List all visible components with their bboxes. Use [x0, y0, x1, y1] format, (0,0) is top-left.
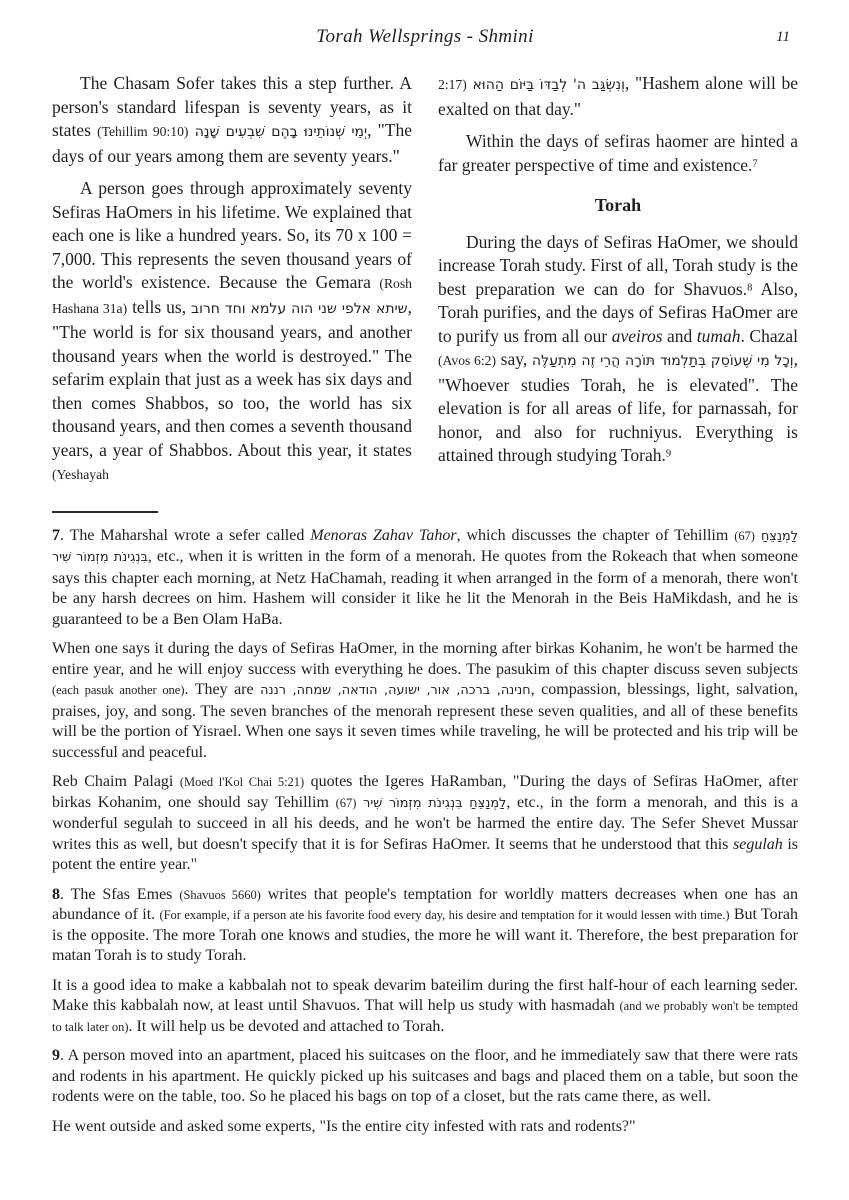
footnote-7-para-2	[52, 639, 798, 763]
paragraph-chasam-sofer	[52, 72, 412, 168]
text-segment-ref: (Yeshayah	[52, 467, 109, 482]
text-segment-normal: is potent the entire year."	[52, 835, 799, 873]
text-segment-normal: When one says it during the days of Sefiras HaOmer, in the morning after birkas Kohanim, he won't be harmed the entire year, and he will enjoy success with everything he does. The pasukim of this chapter discuss seven subjects	[52, 640, 798, 678]
text-segment-normal: , compassion, blessings, light, salvation, praises, joy, and song. The seven branches of the menorah represent these seven qualities, and all of these benefits will be the portion of Yisrael. When one says it seven times while traveling, he will be protected and his trip will be successful and peaceful.	[52, 681, 798, 761]
text-segment-hebrew: לַמְנַצֵּחַ בִּנְגִינֹת מִזְמוֹר שִׁיר	[356, 795, 507, 811]
footnotes-section	[52, 526, 798, 1138]
text-segment-normal: But Torah is the opposite. The more Torah one knows and studies, the more he will want it. Therefore, the best preparation for matan Torah is to study Torah.	[52, 906, 799, 964]
text-segment-sup: 9	[665, 448, 672, 460]
section-heading-torah: Torah	[594, 195, 642, 215]
paragraph-torah-study	[438, 231, 798, 468]
text-segment-normal: tells us,	[127, 296, 191, 317]
text-segment-sup: 7	[752, 157, 758, 169]
paragraph-continuation	[438, 72, 798, 121]
text-segment-ref: (For example, if a person ate his favorite food every day, his desire and temptation for it would lessen with time.)	[159, 908, 730, 922]
text-segment-normal: , "Whoever studies Torah, he is elevated". The elevation is for all areas of life, for parnassah, for honor, and also for ruchniyus. Everything is attained through studying Torah.	[438, 349, 798, 465]
text-segment-ref: (Tehillim 90:10)	[97, 124, 189, 139]
text-segment-normal: A person goes through approximately seventy Sefiras HaOmers in his lifetime. We explained that each one is like a hundred years. So, its 70 x 100 = 7,000. This represents the seven thousand years of the world's existence. Because the Gemara	[52, 178, 412, 292]
text-segment-normal: , "Hashem alone will be exalted on that day."	[438, 73, 799, 119]
right-column	[438, 72, 798, 496]
footnote-9-para-2	[52, 1117, 798, 1138]
text-segment-ref: (67)	[734, 528, 755, 543]
text-segment-normal: . The Maharshal wrote a sefer called	[60, 526, 311, 544]
text-segment-bold: 8	[52, 885, 60, 903]
text-segment-normal: , etc., in the form a menorah, and this is a wonderful segulah to succeed in all his deeds, and he won't be harmed the entire day. The Sefer Shevet Mussar writes this as well, but doesn't specify that it is for Sefiras HaOmer. It seems that he understood that this	[52, 793, 798, 853]
footnote-8-para-1	[52, 885, 798, 967]
body-columns	[52, 72, 798, 496]
footnote-8-para-2	[52, 976, 798, 1038]
text-segment-hebrew: לַמְנַצֵּחַ בִּנְגִינֹת מִזְמוֹר שִׁיר	[52, 528, 798, 565]
text-segment-bold: 9	[52, 1047, 60, 1064]
text-segment-ref: 2:17)	[438, 77, 467, 92]
text-segment-hebrew: שיתא אלפי שני הוה עלמא וחד חרוב	[190, 300, 408, 317]
text-segment-normal: , "The world is for six thousand years, and another thousand years when the world is destroyed." The sefarim explain that just as a week has six days and then comes Shabbos, so too, the world has six thousand years, and then comes a seventh thousand years, a year of Shabbos. About this year, it states	[52, 296, 412, 460]
text-segment-sup: 8	[747, 281, 753, 293]
page-number: 11	[776, 29, 790, 45]
footnote-divider	[52, 511, 158, 513]
text-segment-bold: 7	[52, 526, 60, 544]
text-segment-hebrew: וְנִשְׂגַּב ה' לְבַדּוֹ בַּיּוֹם הַהוּא	[466, 77, 625, 93]
footnote-9-para-1	[52, 1046, 798, 1108]
footnote-7-para-3	[52, 772, 798, 876]
text-segment-ref: (Shavuos 5660)	[179, 887, 261, 902]
text-segment-normal: . They are	[184, 681, 261, 698]
text-segment-normal: Within the days of sefiras haomer are hinted a far greater perspective of time and existence.	[438, 131, 798, 175]
text-segment-ref: (Rosh Hashana 31a)	[52, 276, 412, 316]
text-segment-ref: (Moed l'Kol Chai 5:21)	[179, 775, 305, 789]
text-segment-normal: He went outside and asked some experts, "Is the entire city infested with rats and rodents?"	[52, 1117, 636, 1135]
text-segment-normal: Also, Torah purifies, and the days of Sefiras HaOmer are to purify us from all our	[438, 278, 798, 346]
text-segment-italic: Menoras Zahav Tahor	[310, 526, 457, 544]
text-segment-hebrew: יְמֵי שְׁנוֹתֵינוּ בָהֶם שִׁבְעִים שָׁנָה	[188, 124, 368, 140]
text-segment-ref: (each pasuk another one)	[52, 683, 185, 697]
text-segment-normal: Reb Chaim Palagi	[52, 773, 180, 790]
text-segment-normal: . The Sfas Emes	[60, 885, 180, 903]
text-segment-normal: . Chazal	[740, 325, 798, 346]
page-header	[52, 26, 798, 48]
text-segment-normal: . A person moved into an apartment, placed his suitcases on the floor, and he immediately saw that there were rats and rodents in his apartment. He quickly picked up his suitcases and bags and placed them on a table, but soon the rodents were on the table, too. So he placed his bags on top of a closet, but the rats came there, as well.	[52, 1047, 798, 1105]
text-segment-normal: , which discusses the chapter of Tehillim	[456, 526, 735, 544]
text-segment-normal: quotes the Igeres HaRamban, "During the days of Sefiras HaOmer, after birkas Kohanim, one should say Tehillim	[52, 773, 798, 811]
text-segment-normal: The Chasam Sofer takes this a step further. A person's standard lifespan is seventy years, as it states	[52, 73, 412, 140]
paragraph-seventy-sefiros	[52, 177, 412, 487]
text-segment-italic: segulah	[732, 835, 783, 853]
text-segment-normal: During the days of Sefiras HaOmer, we should increase Torah study. First of all, Torah study is the best preparation we can do for Shavuos.	[438, 231, 798, 299]
text-segment-normal: , etc., when it is written in the form of a menorah. He quotes from the Rokeach that when someone says this chapter each morning, at Netz HaChamah, reading it when arranged in the form of a menorah, there won't be any harsh decrees on him. Hashem will consider it like he lit the Menorah in the Beis HaMikdash, and he is guaranteed to be a Ben Olam HaBa.	[52, 548, 798, 628]
text-segment-ref: (67)	[335, 795, 357, 810]
text-segment-italic: tumah	[696, 325, 741, 346]
text-segment-normal: . It will help us be devoted and attached to Torah.	[128, 1017, 445, 1035]
text-segment-normal: It is a good idea to make a kabbalah not to speak devarim bateilim during the first half-hour of each learning seder. Make this kabbalah now, at least until Shavuos. That will help us study with hasmadah	[52, 976, 798, 1014]
text-segment-normal: and	[662, 325, 697, 346]
left-column	[52, 72, 412, 496]
text-segment-hebrew: חנינה, ברכה, אור, ישועה, הודאה, שמחה, רננה	[260, 683, 531, 698]
text-segment-normal: say,	[496, 349, 532, 369]
text-segment-italic: aveiros	[611, 325, 663, 346]
text-segment-normal: , "The days of our years among them are seventy years."	[52, 120, 412, 166]
text-segment-ref: (Avos 6:2)	[438, 353, 497, 368]
text-segment-hebrew: וְכָל מִי שֶׁעוֹסֵק בְּתַלְמוּד תּוֹרָה הֲרֵי זֶה מִתְעַלֶּה	[531, 353, 794, 369]
paragraph-sefiras-perspective	[438, 130, 798, 177]
footnote-7-para-1	[52, 526, 798, 631]
text-segment-ref: (and we probably won't be tempted to talk later on)	[52, 999, 798, 1034]
page-title: Torah Wellsprings - Shmini	[316, 26, 534, 47]
text-segment-normal: writes that people's temptation for worldly matters decreases when one has an abundance of it.	[52, 885, 798, 923]
